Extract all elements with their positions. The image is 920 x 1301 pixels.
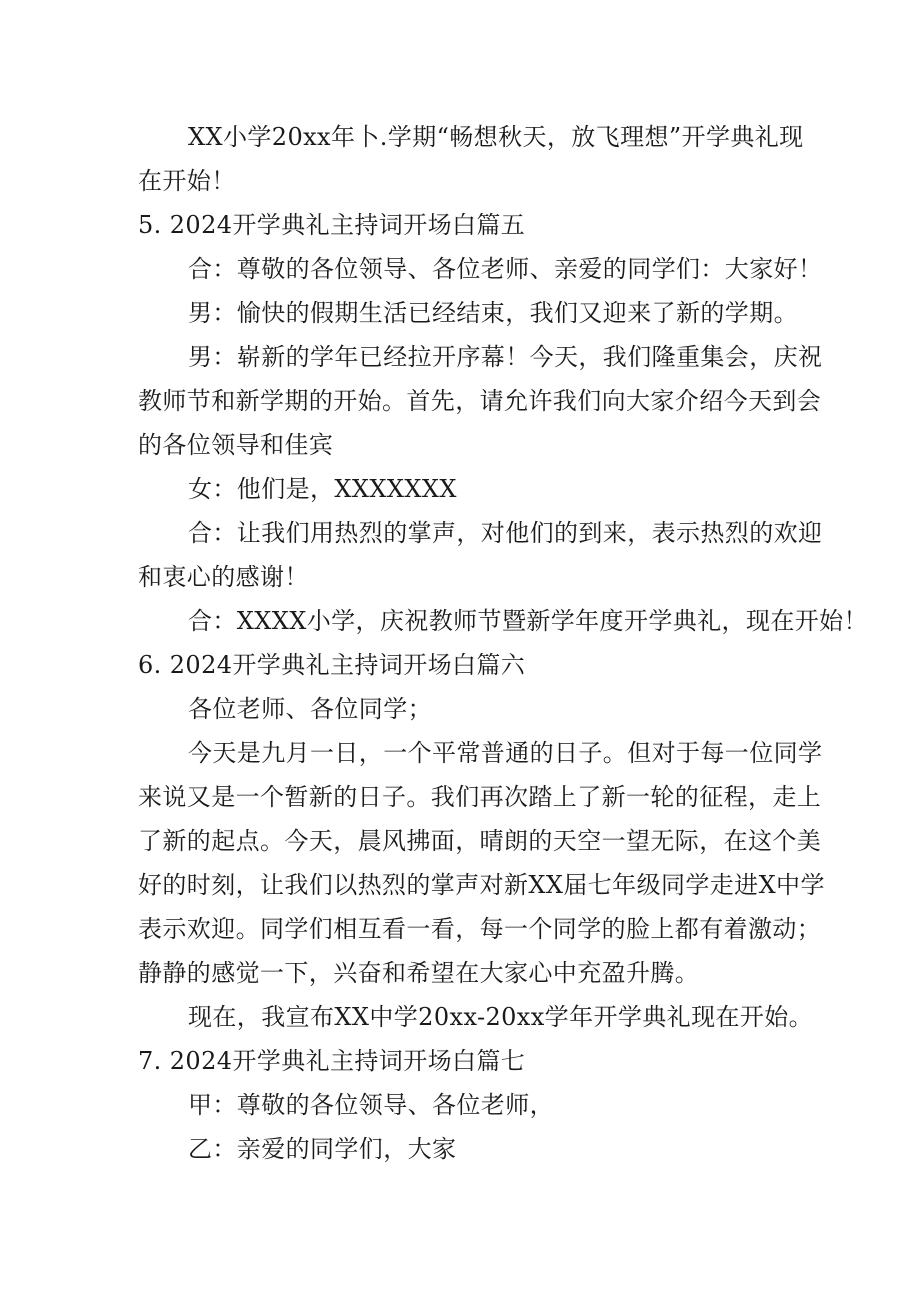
paragraph-speech-line3: 了新的起点。今天，晨风拂面，晴朗的天空一望无际，在这个美 (138, 827, 822, 855)
section-heading-5: 5. 2024开学典礼主持词开场白篇五 (138, 211, 526, 239)
paragraph-speech-line2: 来说又是一个暂新的日子。我们再次踏上了新一轮的征程，走上 (138, 783, 822, 811)
paragraph-speech-line5: 表示欢迎。同学们相互看一看，每一个同学的脸上都有着激动； (138, 915, 822, 943)
paragraph-male-2-line1: 男：崭新的学年已经拉开序幕！今天，我们隆重集会，庆祝 (188, 343, 823, 371)
paragraph-intro-line1: XX小学20xx年卜.学期“畅想秋天，放飞理想”开学典礼现 (188, 123, 804, 151)
paragraph-male-1: 男：愉快的假期生活已经结束，我们又迎来了新的学期。 (188, 299, 798, 327)
paragraph-together-1-line2: 和衷心的感谢！ (138, 563, 309, 591)
paragraph-male-2-line3: 的各位领导和佳宾 (138, 431, 334, 459)
paragraph-together-1-line1: 合：让我们用热烈的掌声，对他们的到来，表示热烈的欢迎 (188, 519, 823, 547)
paragraph-greeting: 合：尊敬的各位领导、各位老师、亲爱的同学们：大家好！ (188, 255, 823, 283)
paragraph-salutation: 各位老师、各位同学； (188, 695, 432, 723)
section-heading-6: 6. 2024开学典礼主持词开场白篇六 (138, 651, 526, 679)
paragraph-together-2: 合：XXXX小学，庆祝教师节暨新学年度开学典礼，现在开始！ (188, 607, 868, 635)
paragraph-announcement: 现在，我宣布XX中学20xx-20xx学年开学典礼现在开始。 (188, 1003, 814, 1031)
paragraph-yi: 乙：亲爱的同学们，大家 (188, 1135, 457, 1163)
paragraph-speech-line1: 今天是九月一日，一个平常普通的日子。但对于每一位同学 (188, 739, 823, 767)
paragraph-female: 女：他们是，XXXXXXX (188, 475, 457, 503)
paragraph-male-2-line2: 教师节和新学期的开始。首先，请允许我们向大家介绍今天到会 (138, 387, 822, 415)
paragraph-intro-line2: 在开始！ (138, 167, 236, 195)
section-heading-7: 7. 2024开学典礼主持词开场白篇七 (138, 1047, 526, 1075)
paragraph-jia: 甲：尊敬的各位领导、各位老师， (188, 1091, 554, 1119)
paragraph-speech-line4: 好的时刻，让我们以热烈的掌声对新XX届七年级同学走进X中学 (138, 871, 825, 899)
paragraph-speech-line6: 静静的感觉一下，兴奋和希望在大家心中充盈升腾。 (138, 959, 700, 987)
